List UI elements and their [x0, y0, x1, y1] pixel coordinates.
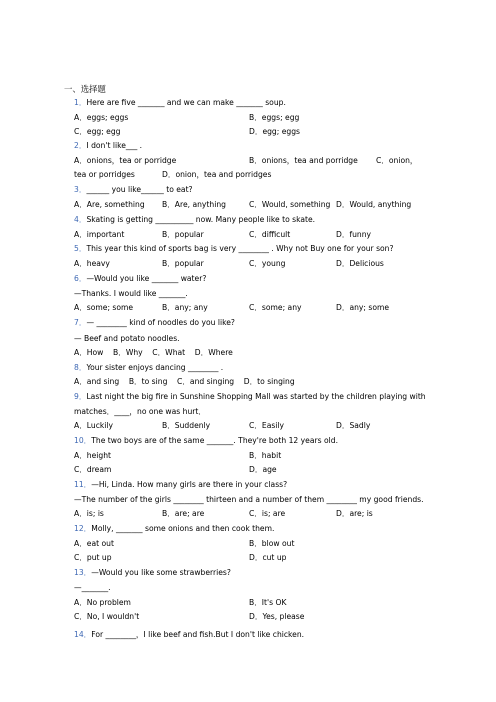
- section-title: 一、选择题: [64, 84, 106, 94]
- question-9: 9．Last night the big fire in Sunshine Shopping Mall was started by the children playing with: [74, 392, 426, 401]
- question-2: 2．I don't like___ .: [74, 141, 143, 150]
- question-11-line2: —The number of the girls ________ thirteen and a number of them ________ my good friends.: [74, 495, 424, 504]
- question-8: 8．Your sister enjoys dancing ________ .: [74, 363, 224, 372]
- question-13: 13．—Would you like some strawberries?: [74, 568, 231, 577]
- question-11: 11．—Hi, Linda. How many girls are there in your class?: [74, 480, 288, 489]
- question-14: 14．For ________，I like beef and fish.But I don't like chicken.: [74, 630, 305, 639]
- question-5: 5．This year this kind of sports bag is very ________ . Why not Buy one for your son?: [74, 244, 394, 253]
- question-4: 4．Skating is getting __________ now. Many people like to skate.: [74, 215, 316, 224]
- question-8-options: A．and sing B．to sing C．and singing D．to singing: [74, 377, 295, 386]
- question-7-line2: — Beef and potato noodles.: [74, 334, 180, 343]
- question-10: 10．The two boys are of the same _______. They're both 12 years old.: [74, 436, 338, 445]
- question-3: 3．______ you like______ to eat?: [74, 185, 193, 194]
- question-1: 1．Here are five _______ and we can make _______ soup.: [74, 98, 286, 107]
- question-9-line2: matches．____，no one was hurt．: [74, 407, 206, 416]
- question-7: 7．— ________ kind of noodles do you like?: [74, 318, 235, 327]
- question-7-options: A．How B．Why C．What D．Where: [74, 348, 233, 357]
- question-13-line2: —_______.: [74, 583, 111, 592]
- document-page: 一、选择题 1．Here are five _______ and we can make _______ soup. A．eggs; eggs B．eggs; egg C．egg; egg D．egg; eggs 2．I don't like___ . A．onions，tea or porridge B．onions，tea and porridge C．onion， tea or porridges D．onion，tea and porridges 3．______ you like______ to eat? A．Are, something B．Are, anything C．Would, something D．Would, anything 4．Skating is getting __________ now. Many people like to skate. A．important B．popular C．difficult D．funny 5．This year this kind of sports bag is very ________ . Why not Buy one for your son? A．heavy B．popular C．young D．Delicious 6．—Would you like _______ water? —Thanks. I would like _______. A．some; some B．any; any C．some; any D．any; some 7．— ________ kind of noodles do you like? — Beef and potato noodles. A．How B．Why C．What D．Where 8．Your sister enjoys dancing ________ . A．and sing B．to sing C．and singing D．to singing 9．Last night the big fire in Sunshine Shopping Mall was started by the children playing with matches．____，no one was hurt． A．Luckily B．Suddenly C．Easily D．Sadly 10．The two boys are of the same _______. They're both 12 years old. A．height B．habit C．dream D．age 11．—Hi, Linda. How many girls are there in your class? —The number of the girls ________ thirteen and a number of them ________ my good friends. A．is; is B．are; are C．is; are D．are; is 12．Molly, _______ some onions and then cook them. A．eat out B．blow out C．put up D．cut up 13．—Would you like some strawberries? —_______. A．No problem B．It's OK C．No, I wouldn't D．Yes, please 14．For ________，I like beef and fish.But I don't like chicken.: [64, 84, 426, 639]
- question-12: 12．Molly, _______ some onions and then cook them.: [74, 524, 275, 533]
- question-6-line2: —Thanks. I would like _______.: [74, 289, 188, 298]
- question-6: 6．—Would you like _______ water?: [74, 274, 207, 283]
